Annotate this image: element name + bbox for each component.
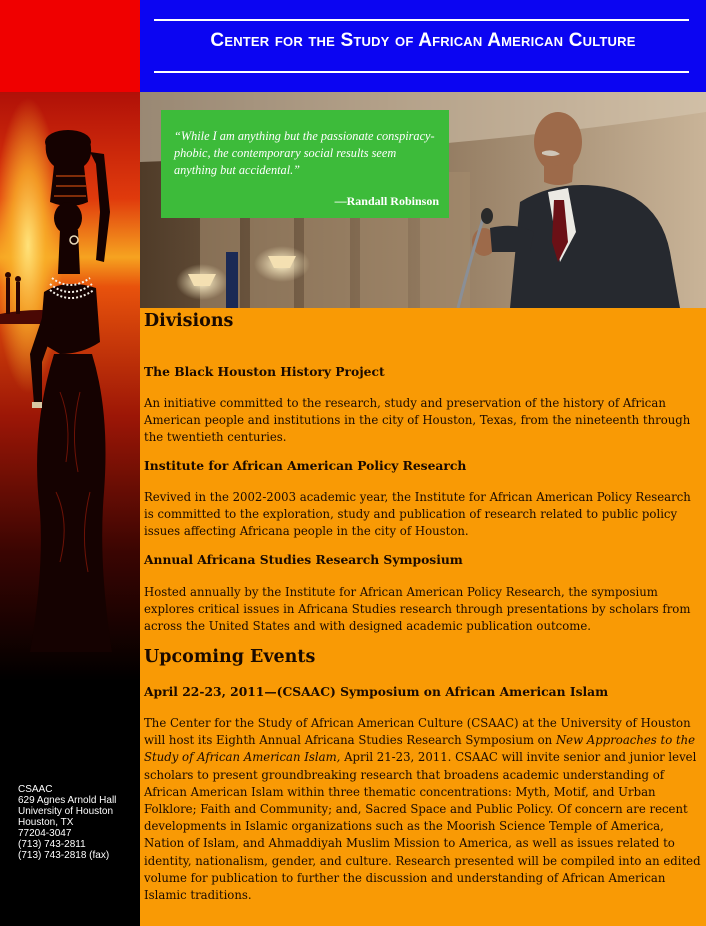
event-description xyxy=(144,715,702,904)
fax-line: (713) 743-2818 (fax) xyxy=(18,850,110,861)
african-woman-sunset-illustration xyxy=(0,92,140,682)
left-sidebar xyxy=(0,0,140,926)
address-line: University of Houston xyxy=(18,806,114,817)
division-description: Revived in the 2002-2003 academic year, the Institute for African American Policy Research is committed to the exploration, study and publication of research related to public policy issues affecting Africana people in the city of Houston. xyxy=(144,490,691,539)
upcoming-events-heading: Upcoming Events xyxy=(144,647,316,667)
event-title-italic: New Approaches to the Study of African American Islam, xyxy=(144,733,696,765)
address-line: 77204-3047 xyxy=(18,828,72,839)
quote-box xyxy=(161,110,449,218)
event-title: April 22-23, 2011—(CSAAC) Symposium on African American Islam xyxy=(144,684,609,699)
header-bottom-rule xyxy=(154,71,689,73)
site-title: Center for the Study of African American Culture xyxy=(210,30,636,51)
address-line: 629 Agnes Arnold Hall xyxy=(18,795,117,806)
contact-address xyxy=(18,784,116,861)
event-description-part: The Center for the Study of African American Culture (CSAAC) at the University of Houston will host its Eighth Annual Africana Studies Research Symposium on xyxy=(144,716,691,748)
divisions-heading: Divisions xyxy=(144,311,234,331)
speaker-photo xyxy=(140,92,706,308)
address-line: Houston, TX xyxy=(18,817,74,828)
header-top-rule xyxy=(154,19,689,21)
event-description-part: April 21-23, 2011. CSAAC will invite senior and junior level scholars to present groundbreaking research that broadens academic understanding of African American Islam within three thematic concentrations: Myth, Motif, and Urban Folklore; Faith and Community; and, Sacred Space and Public Policy. Of concern are recent developments in Islamic organizations such as the Moorish Science Temple of America, Nation of Islam, and Ahmaddiyah Muslim Mission to America, as well as issues related to identity, nationalism, gender, and culture. Research presented will be compiled into an edited volume for publication to further the discussion and understanding of African American Islamic traditions. xyxy=(144,750,701,903)
quote-author: —Randall Robinson xyxy=(334,194,439,208)
corner-red-block xyxy=(0,0,140,92)
main-content xyxy=(140,308,706,926)
division-title: Institute for African American Policy Research xyxy=(144,458,467,473)
phone-line: (713) 743-2811 xyxy=(18,839,86,850)
division-description: An initiative committed to the research, study and preservation of the history of African American people and institutions in the city of Houston, Texas, from the nineteenth through the twentieth centuries. xyxy=(144,396,691,445)
address-line: CSAAC xyxy=(18,784,53,795)
header-banner xyxy=(140,0,706,92)
division-title: The Black Houston History Project xyxy=(144,364,385,379)
division-title: Annual Africana Studies Research Symposium xyxy=(144,552,463,567)
division-description: Hosted annually by the Institute for African American Policy Research, the symposium explores critical issues in Africana Studies research through presentations by scholars from across the United States and with designed academic publication outcome. xyxy=(144,585,691,634)
quote-text: “While I am anything but the passionate conspiracy-phobic, the contemporary social results seem anything but accidental.” xyxy=(174,129,435,177)
